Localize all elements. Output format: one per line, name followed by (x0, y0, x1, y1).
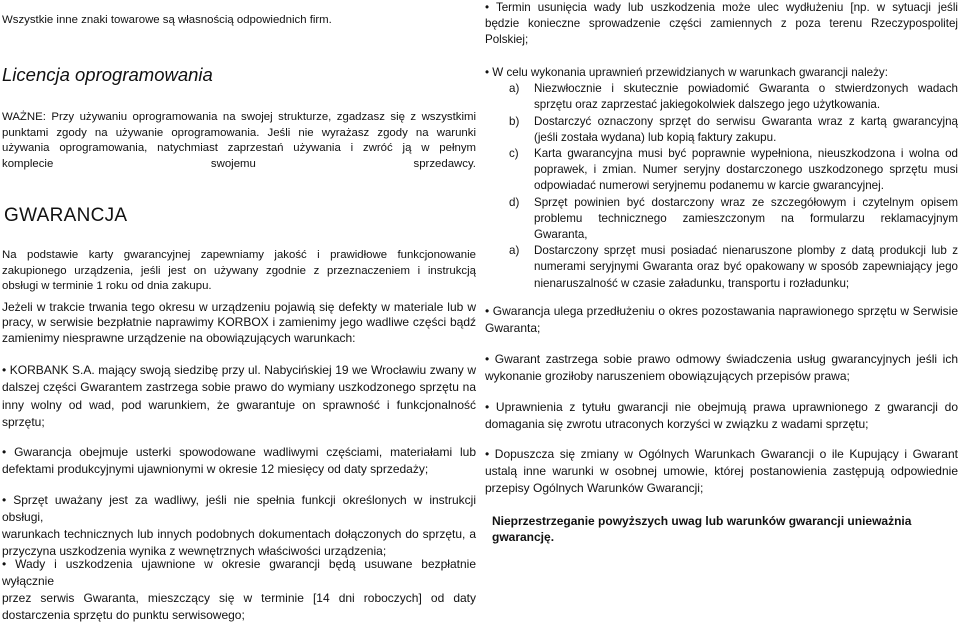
bullet-line: Gwaranta; (485, 321, 541, 335)
licence-line: używania oprogramowania, natychmiast zaprzestań używania i zwróć ją w pełnym (2, 142, 476, 155)
rights-item-line: Sprzęt powinien być dostarczony wraz ze szczegółowym i czytelnym opisem (534, 195, 958, 209)
bullet-line: warunkach technicznych lub innych podobnych dokumentach dołączonych do sprzętu, a (2, 527, 476, 541)
licence-line: punktami zgody na używanie oprogramowania. Jeśli nie wyrażasz zgody na warunki (2, 126, 476, 139)
warranty-line: obsługi w terminie 1 roku od dnia zakupu. (2, 280, 212, 293)
bullet-extension (485, 303, 958, 337)
rights-item-line: (jeśli została wydana) lub kopią faktury zakupu. (534, 130, 777, 144)
bullet-line: dalszej części Gwarantem zastrzega sobie prawo do wymiany uszkodzonego sprzętu na (2, 380, 476, 395)
warranty-line: Na podstawie karty gwarancyjnej zapewniamy jakość i prawidłowe funkcjonowanie (2, 249, 476, 261)
bullet-line: Polskiej; (485, 33, 529, 46)
bullet-service (2, 556, 476, 624)
rights-item-line: problemu technicznego zamieszczonym na formularzu reklamacyjnym (534, 211, 958, 225)
bullet-line: • Sprzęt uważany jest za wadliwy, jeśli nie spełnia funkcji określonych w instrukcji obsługi, (2, 493, 476, 524)
rights-item-line: odpowiadać numerowi seryjnemu podanemu w karcie gwarancyjnej. (534, 179, 884, 193)
rights-item-line: nienaruszalność w czasie załadunku, transportu i rozładunku; (534, 276, 850, 290)
rights-item-line: sprzętu oraz zaprzestać jakiegokolwiek dalszego jego użytkowania. (534, 98, 881, 112)
trademark-note: Wszystkie inne znaki towarowe są własnością odpowiednich firm. (2, 14, 332, 26)
bullet-line: ustalą inne warunki w osobnej umowie, której postanowienia zastępują odpowiednie (485, 464, 958, 478)
bullet-line: przepisy Ogólnych Warunków Gwarancji; (485, 481, 704, 495)
rights-item-line: Niezwłocznie i skutecznie powiadomić Gwaranta o stwierdzonych wadach (534, 82, 958, 96)
warranty-defects (2, 300, 476, 346)
licence-word: swojemu (210, 157, 256, 170)
rights-item-line: poprawek, i zmian. Numer seryjny dostarczonego uszkodzonego sprzętu musi (534, 163, 958, 177)
bullet-line: przez serwis Gwaranta, mieszczący się w terminie [14 dni roboczych] od daty (2, 591, 476, 605)
bullet-term (485, 0, 958, 48)
bullet-line: wykonanie groziłoby naruszeniem obowiązujących przepisów prawa; (485, 369, 850, 383)
rights-item-line: Gwaranta, (534, 228, 588, 242)
licence-word: sprzedawcy. (413, 157, 476, 170)
bullet-line: będzie konieczne sprowadzenie części zamiennych z poza terenu Rzeczypospolitej (485, 17, 958, 30)
bullet-line: • Gwarancja obejmuje usterki spowodowane wadliwymi częściami, materiałami lub (2, 445, 476, 459)
warranty-line: zakupionego urządzenia, jeśli jest on używany zgodnie z przeznaczeniem i instrukcją (2, 264, 476, 277)
licence-line: WAŻNE: Przy używaniu oprogramowania na swojej strukturze, zgadzasz się z wszystkimi (2, 111, 476, 123)
warranty-line: pracy, w serwisie bezpłatnie naprawimy KORBOX i zamienimy jego wadliwe części bądź (2, 315, 476, 330)
bullet-line: • Uprawnienia z tytułu gwarancji nie obejmują prawa uprawnionego z gwarancji do (485, 400, 958, 414)
rights-item (485, 114, 958, 146)
bullet-line: dostarczenia sprzętu do punktu serwisowego; (2, 608, 245, 622)
rights-item-line: Dostarczyć oznaczony sprzęt do serwisu Gwaranta wraz z kartą gwarancyjną (534, 114, 958, 128)
bullet-line: • Termin usunięcia wady lub uszkodzenia może ulec wydłużeniu [np. w sytuacji jeśli (485, 1, 958, 14)
rights-block (485, 65, 958, 292)
rights-item-label: d) (509, 195, 520, 209)
bullet-transfer (485, 399, 958, 433)
warranty-line: zamienimy niesprawne urządzenie na obowiązujących warunkach: (2, 330, 356, 345)
bullet-line: sprzętu; (2, 414, 45, 429)
bullet-line: • Gwarancja ulega przedłużeniu o okres pozostawania naprawionego sprzętu w Serwisie (485, 304, 958, 318)
rights-list (485, 81, 958, 292)
rights-item (485, 243, 958, 292)
bullet-line: • Dopuszcza się zmiany w Ogólnych Warunkach Gwarancji o ile Kupujący i Gwarant (485, 447, 958, 461)
rights-item-line: Karta gwarancyjna musi być poprawnie wypełniona, nieuszkodzona i wolna od (534, 147, 958, 161)
rights-item-line: Dostarczony sprzęt musi posiadać nienaruszone plomby z datą produkcji lub z (534, 244, 958, 258)
rights-item-label: b) (509, 114, 520, 128)
rights-item (485, 195, 958, 244)
warranty-intro (2, 248, 476, 295)
bullet-line: domagania się zwrotu utraconych korzyści w związku z wadami sprzętu; (485, 417, 869, 431)
licence-word: komplecie (2, 157, 54, 170)
bullet-line: • KORBANK S.A. mający swoją siedzibę przy ul. Nabycińskiej 19 we Wrocławiu zwany w (2, 363, 476, 377)
rights-item-line: numerami seryjnymi Gwaranta oraz być opakowany w sposób zapewniający jego (534, 260, 958, 274)
bullet-law (485, 446, 958, 497)
bullet-refuse (485, 351, 958, 385)
warranty-line: Jeżeli w trakcie trwania tego okresu w urządzeniu pojawią się defekty w materiale lub w (2, 300, 476, 314)
rights-item-label: a) (509, 82, 520, 96)
warranty-heading: GWARANCJA (4, 205, 128, 226)
rights-item (485, 146, 958, 195)
licence-heading: Licencja oprogramowania (2, 64, 213, 85)
bullet-line: inny wolny od wad, pod warunkiem, że gwarantuje on sprawność i funkcjonalność (2, 397, 476, 412)
rights-item-label: c) (509, 147, 519, 161)
licence-paragraph (2, 110, 476, 172)
bullet-korbox (2, 362, 476, 431)
rights-item (485, 81, 958, 113)
footer-warning: Nieprzestrzeganie powyższych uwag lub warunków gwarancji unieważnia gwarancję. (492, 514, 912, 544)
bullet-line: • Gwarant zastrzega sobie prawo odmowy świadczenia usług gwarancyjnych jeśli ich (485, 352, 958, 366)
rights-intro: • W celu wykonania uprawnień przewidzianych w warunkach gwarancji należy: (485, 66, 888, 79)
rights-item-label: a) (509, 244, 520, 258)
bullet-line: • Wady i uszkodzenia ujawnione w okresie gwarancji będą usuwane bezpłatnie wyłącznie (2, 557, 476, 588)
licence-last-line (2, 157, 476, 173)
bullet-line: defektami produkcyjnymi ujawnionymi w okresie 12 miesięcy od daty sprzedaży; (2, 462, 429, 476)
bullet-coverage (2, 444, 476, 478)
bullet-faulty (2, 492, 476, 560)
bullet-line: przyczyna uszkodzenia wynika z wewnętrznych właściwości urządzenia; (2, 544, 387, 558)
